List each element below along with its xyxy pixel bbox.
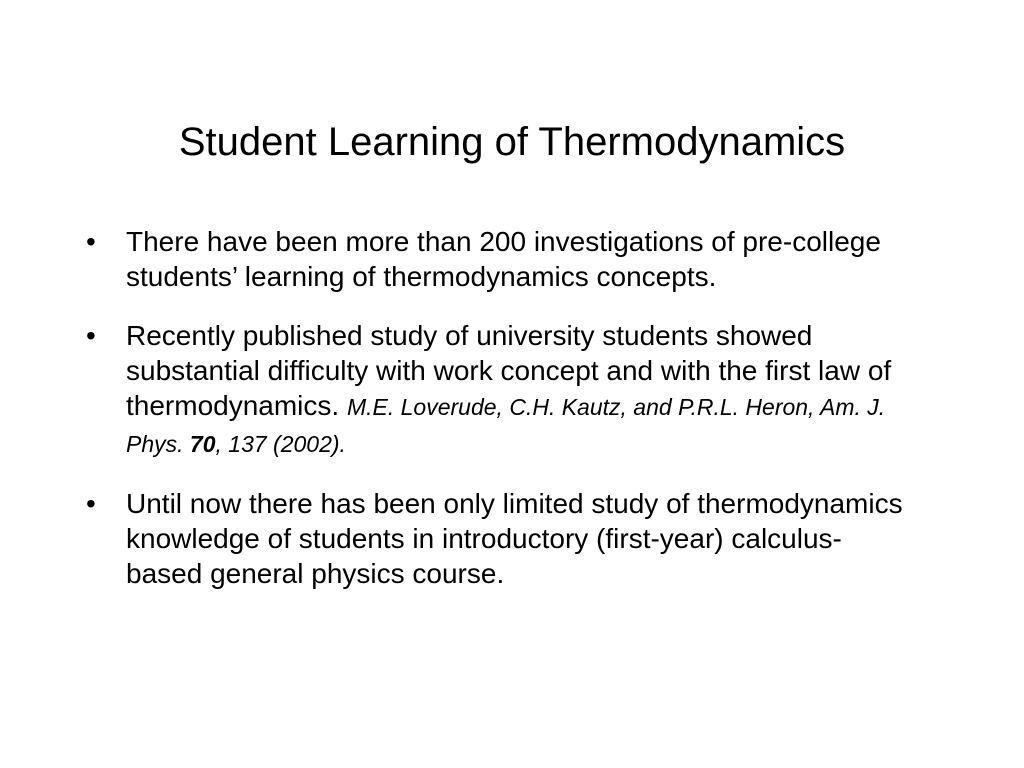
bullet-text: Recently published study of university students showed substantial difficulty with work concept and with the first law of thermodynamics. [126, 320, 892, 421]
citation-volume: 70 [189, 431, 216, 457]
bullet-icon: • [86, 320, 96, 351]
bullet-text: There have been more than 200 investigations of pre-college students’ learning of thermodynamics concepts. [126, 226, 881, 292]
citation-pages-year: , 137 (2002). [215, 431, 346, 457]
citation-authors-journal: M.E. Loverude, C.H. Kautz, and P.R.L. Heron, Am. J. Phys. [126, 394, 886, 457]
bullet-item-1 [0, 224, 1024, 294]
bullet-icon: • [86, 226, 96, 257]
bullet-item-3 [0, 486, 1024, 591]
bullet-item-2 [0, 318, 1024, 462]
bullet-text: Until now there has been only limited study of thermodynamics knowledge of students in introductory (first-year) calculus-based general physics course. [126, 488, 903, 589]
bullet-icon: • [86, 488, 96, 519]
slide-title: Student Learning of Thermodynamics [178, 120, 846, 164]
bullet-list [0, 224, 1024, 615]
